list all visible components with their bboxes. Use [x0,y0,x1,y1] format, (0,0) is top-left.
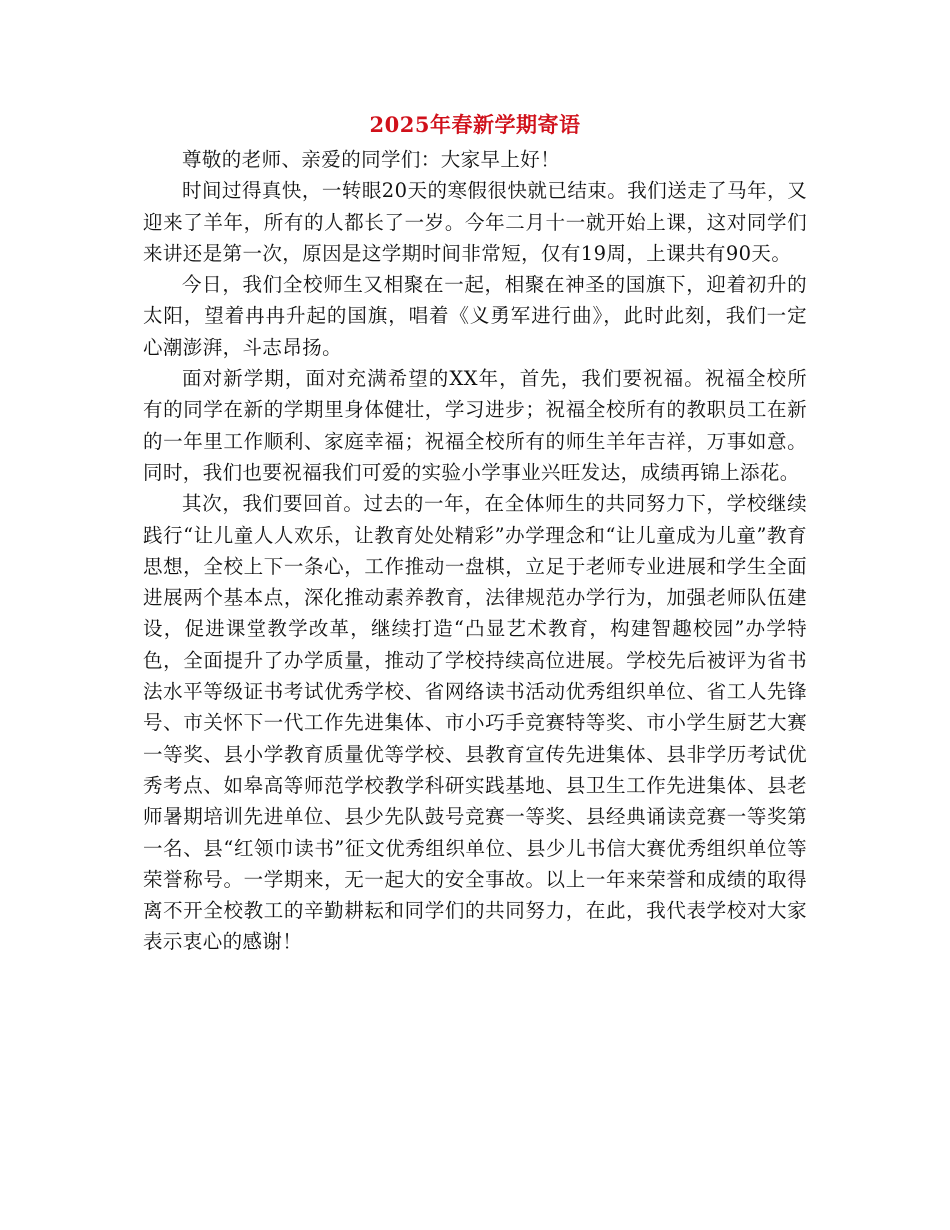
paragraph-greeting: 尊敬的老师、亲爱的同学们：大家早上好！ [182,148,561,171]
document-title: 2025年春新学期寄语 [369,112,581,137]
paragraph-blessings: 面对新学期，面对充满希望的XX年，首先，我们要祝福。祝福全校所有的同学在新的学期里身体健壮，学习进步；祝福全校所有的教职员工在新的一年里工作顺利、家庭幸福；祝福全校所有的师生羊年吉祥，万事如意。同时，我们也要祝福我们可爱的实验小学事业兴旺发达，成绩再锦上添花。 [143,367,807,484]
document-page [143,108,807,958]
paragraph-flag-ceremony: 今日，我们全校师生又相聚在一起，相聚在神圣的国旗下，迎着初升的太阳，望着冉冉升起的国旗，唱着《义勇军进行曲》，此时此刻，我们一定心潮澎湃，斗志昂扬。 [143,273,807,359]
paragraph-winter-break: 时间过得真快，一转眼20天的寒假很快就已结束。我们送走了马年，又迎来了羊年，所有的人都长了一岁。今年二月十一就开始上课，这对同学们来讲还是第一次，原因是这学期时间非常短，仅有19周，上课共有90天。 [143,179,807,265]
paragraph-review: 其次，我们要回首。过去的一年，在全体师生的共同努力下，学校继续践行“让儿童人人欢乐，让教育处处精彩”办学理念和“让儿童成为儿童”教育思想，全校上下一条心，工作推动一盘棋，立足于老师专业进展和学生全面进展两个基本点，深化推动素养教育，法律规范办学行为，加强老师队伍建设，促进课堂教学改革，继续打造“凸显艺术教育，构建智趣校园”办学特色，全面提升了办学质量，推动了学校持续高位进展。学校先后被评为省书法水平等级证书考试优秀学校、省网络读书活动优秀组织单位、省工人先锋号、市关怀下一代工作先进集体、市小巧手竞赛特等奖、市小学生厨艺大赛一等奖、县小学教育质量优等学校、县教育宣传先进集体、县非学历考试优秀考点、如皋高等师范学校教学科研实践基地、县卫生工作先进集体、县老师暑期培训先进单位、县少先队鼓号竞赛一等奖、县经典诵读竞赛一等奖第一名、县“红领巾读书”征文优秀组织单位、县少儿书信大赛优秀组织单位等荣誉称号。一学期来，无一起大的安全事故。以上一年来荣誉和成绩的取得离不开全校教工的辛勤耕耘和同学们的共同努力，在此，我代表学校对大家表示衷心的感谢！ [143,492,807,954]
